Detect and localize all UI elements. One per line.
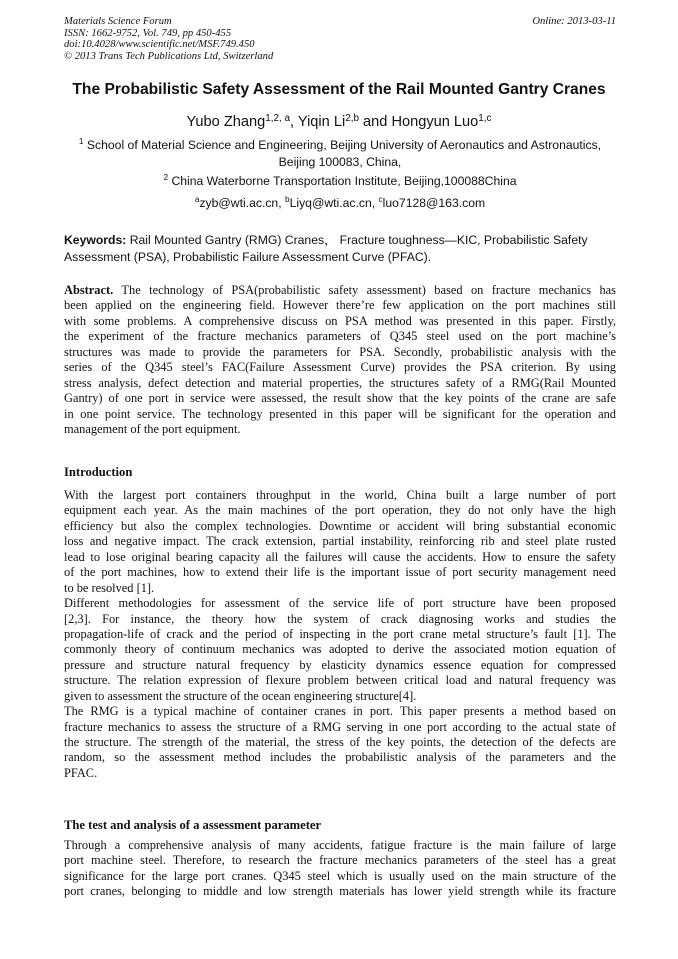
author-affiliation-mark: 2,b	[345, 112, 359, 124]
paragraph-line: port cranes, belonging to middle and low strength materials has lower yield strength while its fracture	[64, 884, 616, 899]
journal-header	[64, 16, 616, 63]
paragraph-line: Through a comprehensive analysis of many accidents, fatigue fracture is the main failure of large	[64, 838, 616, 852]
paragraph-line: PFAC.	[64, 765, 98, 780]
abstract-line: the experiment of the fracture mechanics parameters of Q345 steel used on the port machine’s	[64, 329, 616, 344]
paragraph-line: commonly theory of continuum mechanics was adopted to derive the associated motion equation of	[64, 642, 616, 657]
section2-block	[64, 838, 616, 900]
abstract-block	[64, 283, 616, 437]
paragraph-line: With the largest port containers throughput in the world, China built a large number of port	[64, 488, 616, 502]
paragraph-line: [2,3]. For instance, the theory how the system of crack diagnosing works and studies the	[64, 611, 616, 626]
abstract-line: structures was made to provide the parameters for PSA. Secondly, probabilistic analysis with the	[64, 344, 616, 359]
paper-title: The Probabilistic Safety Assessment of the Rail Mounted Gantry Cranes	[72, 81, 606, 98]
paragraph-line: significance for the large port cranes. Q345 steel which is usually used on the main structure of the	[64, 868, 616, 883]
paragraph-line: the structure. The strength of the material, the stress of the key points, the detection of the defects are	[64, 735, 616, 749]
introduction-block	[64, 488, 616, 781]
paragraph-line: equipment each year. As the main machines of the port operation, they do not only have the high	[64, 503, 616, 518]
paragraph-line: fracture mechanics to assess the structure of a RMG serving in one port according to the actual state of	[64, 719, 616, 734]
abstract-line: with some problems. A comprehensive discuss on PSA method was presented in this paper. Firstly,	[64, 313, 616, 328]
paragraph-line: of the port machines, how to extend their life is the important issue of port security management need	[64, 565, 616, 580]
abstract-line: management of the port equipment.	[64, 421, 241, 436]
author-name: Hongyun Luo	[391, 114, 479, 130]
abstract-line: stress analysis, defect detection and material properties, the structures safety of a RMG(Rail Mounted	[64, 375, 616, 390]
abstract-line: in one point service. The technology presented in this paper will be significant for the operation and	[64, 406, 616, 421]
affiliation-1	[64, 137, 616, 170]
keywords-text: Assessment (PSA), Probabilistic Failure Assessment Curve (PFAC).	[64, 250, 432, 264]
paragraph-line: propagation-life of crack and the period of inspecting in the port crane metal structure’s fault [1]. The	[64, 626, 616, 641]
abstract-label: Abstract.	[64, 283, 114, 297]
abstract-text: The technology of PSA(probabilistic safety assessment) based on fracture mechanics has	[113, 283, 616, 297]
abstract-line: Gantry) of one port in service were assessed, the result show that the key points of the crane are safe	[64, 391, 616, 406]
email-mark: a	[194, 194, 200, 205]
paragraph-line: efficiency but also the complex technologies. Downtime or accident will bring substantial economic	[64, 518, 616, 533]
paragraph-line: structure. The relation expression of flexure problem between critical load and natural frequency was	[64, 673, 616, 688]
paragraph-line: The RMG is a typical machine of container cranes in port. This paper presents a method based on	[64, 704, 616, 719]
paragraph-line: random, so the assessment method includes the probabilistic analysis of the parameters and the	[64, 750, 616, 765]
copyright-line: © 2013 Trans Tech Publications Ltd, Switzerland	[64, 51, 274, 63]
keywords-block	[64, 232, 616, 266]
email-mark: c	[378, 194, 383, 205]
section-heading-test-analysis: The test and analysis of a assessment parameter	[64, 818, 322, 832]
affiliation-text: China Waterborne Transportation Institute, Beijing,100088China	[171, 174, 517, 188]
email-line	[64, 195, 616, 212]
author-list	[40, 113, 638, 131]
paragraph-line: Different methodologies for assessment of the service life of port structure have been proposed	[64, 596, 616, 611]
email-address: zyb@wti.ac.cn,	[199, 196, 285, 210]
doi-line: doi:10.4028/www.scientific.net/MSF.749.450	[64, 39, 255, 51]
author-separator: and	[358, 114, 392, 130]
abstract-line: been applied on the engineering field. However there’re few application on the port machines still	[64, 298, 616, 313]
abstract-line	[64, 283, 616, 298]
author-name: Yubo Zhang	[186, 114, 266, 130]
author-name: Yiqin Li	[297, 114, 346, 130]
online-date: Online: 2013-03-11	[532, 16, 616, 27]
email-address: Liyq@wti.ac.cn,	[289, 196, 379, 210]
abstract-line: series of the Q345 steel’s FAC(Failure Assessment Curve) provides the PSA criterion. By using	[64, 360, 616, 375]
paragraph-line: loss and negative impact. The crack extension, partial instability, reinforcing rib and steel plate rusted	[64, 534, 616, 549]
paragraph-line: pressure and structure natural frequency by elasticity dynamics essence equation for compressed	[64, 657, 616, 672]
paragraph-line: port machine steel. Therefore, to research the fracture mechanics parameters of the steel has a great	[64, 853, 616, 868]
affiliation-number: 2	[163, 172, 169, 183]
affiliation-text: Beijing 100083, China,	[278, 154, 402, 169]
affiliation-text: School of Material Science and Engineering, Beijing University of Aeronautics and Astronautics,	[86, 138, 602, 152]
author-separator: ,	[290, 114, 298, 130]
keywords-text: Rail Mounted Gantry (RMG) Cranes， Fracture toughness—KIC, Probabilistic Safety	[126, 233, 588, 247]
section-heading-introduction: Introduction	[64, 465, 133, 479]
keywords-label: Keywords:	[64, 233, 127, 247]
journal-name: Materials Science Forum	[64, 16, 172, 27]
affiliation-number: 1	[78, 136, 84, 147]
author-affiliation-mark: 1,2, a	[265, 112, 291, 124]
issn-line: ISSN: 1662-9752, Vol. 749, pp 450-455	[64, 27, 232, 39]
author-affiliation-mark: 1,c	[478, 112, 492, 124]
affiliation-2	[64, 173, 616, 190]
email-mark: b	[284, 194, 290, 205]
paragraph-line: to be resolved [1].	[64, 580, 155, 595]
paragraph-line: given to assessment the structure of the ocean engineering structure[4].	[64, 688, 417, 703]
paragraph-line: lead to lose original bearing capacity all the failures will cause the accidents. How to ensure the safety	[64, 549, 616, 564]
email-address: luo7128@163.com	[382, 196, 486, 210]
